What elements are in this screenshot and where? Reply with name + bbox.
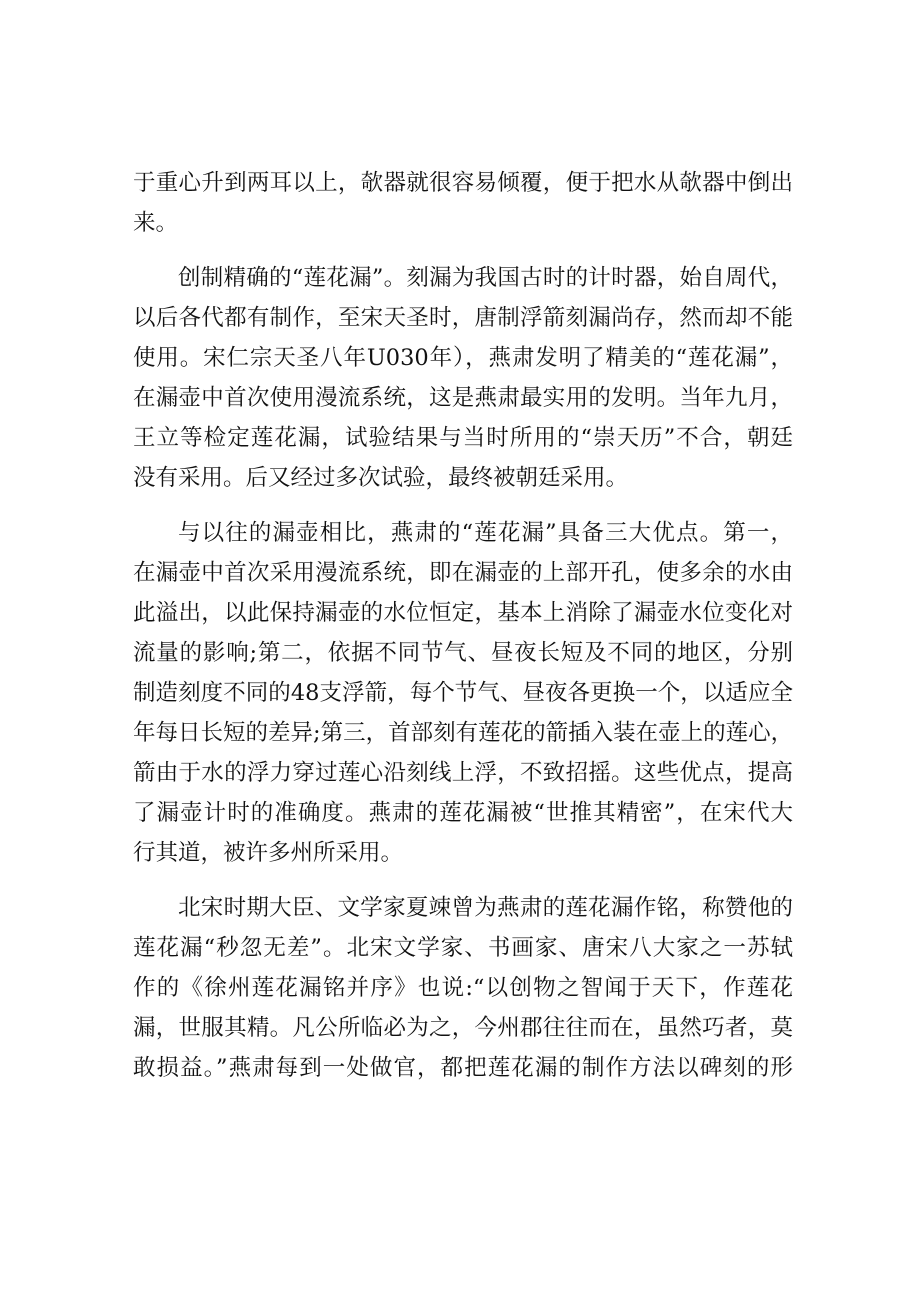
text-line: 于重心升到两耳以上，欹器就很容易倾覆，便于把水从欹器中倒出: [133, 170, 793, 196]
text-line: 此溢出，以此保持漏壶的水位恒定，基本上消除了漏壶水位变化对: [133, 600, 793, 626]
text-line: 行其道，被许多州所采用。: [133, 840, 404, 866]
text-line: 漏，世服其精。凡公所临必为之，今州郡往往而在，虽然巧者，莫: [133, 1015, 793, 1041]
text-line: 使用。宋仁宗天圣八年U030年），燕肃发明了精美的“莲花漏”，: [133, 345, 793, 371]
text-line: 流量的影响;第二，依据不同节气、昼夜长短及不同的地区，分别: [133, 640, 793, 666]
text-line: 创制精确的“莲花漏”。刻漏为我国古时的计时器，始自周代，: [178, 265, 793, 291]
text-line: 制造刻度不同的48支浮箭，每个节气、昼夜各更换一个，以适应全: [133, 680, 793, 706]
text-line: 王立等检定莲花漏，试验结果与当时所用的“崇天历”不合，朝廷: [133, 425, 793, 451]
text-line: 以后各代都有制作，至宋天圣时，唐制浮箭刻漏尚存，然而却不能: [133, 305, 793, 331]
text-line: 了漏壶计时的准确度。燕肃的莲花漏被“世推其精密”，在宋代大: [133, 800, 793, 826]
text-line: 来。: [133, 210, 179, 236]
text-line: 与以往的漏壶相比，燕肃的“莲花漏”具备三大优点。第一，: [178, 520, 793, 546]
text-line: 莲花漏“秒忽无差”。北宋文学家、书画家、唐宋八大家之一苏轼: [133, 935, 793, 961]
text-line: 敢损益。”燕肃每到一处做官，都把莲花漏的制作方法以碑刻的形: [133, 1055, 793, 1081]
text-line: 在漏壶中首次使用漫流系统，这是燕肃最实用的发明。当年九月，: [133, 385, 793, 411]
text-line: 没有采用。后又经过多次试验，最终被朝廷采用。: [133, 465, 629, 491]
text-line: 年每日长短的差异;第三，首部刻有莲花的箭插入装在壶上的莲心，: [133, 720, 794, 746]
text-line: 作的《徐州莲花漏铭并序》也说:“以创物之智闻于天下，作莲花: [133, 975, 793, 1001]
text-line: 在漏壶中首次采用漫流系统，即在漏壶的上部开孔，使多余的水由: [133, 560, 793, 586]
text-line: 北宋时期大臣、文学家夏竦曾为燕肃的莲花漏作铭，称赞他的: [178, 895, 793, 921]
text-line: 箭由于水的浮力穿过莲心沿刻线上浮，不致招摇。这些优点，提高: [133, 760, 793, 786]
